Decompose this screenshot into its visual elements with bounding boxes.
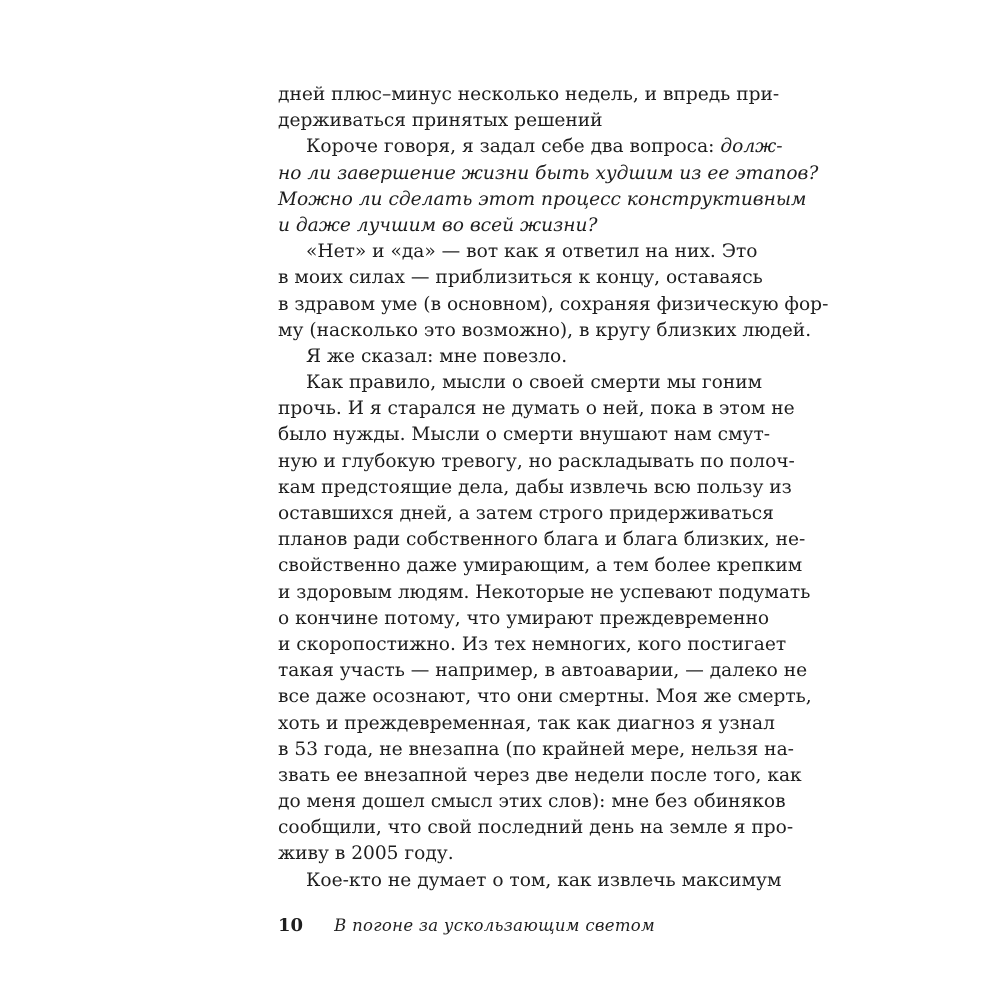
text-line: Я же сказал: мне повезло. (306, 345, 568, 367)
text-line-italic: Можно ли сделать этот процесс конструктивным (278, 188, 807, 210)
text-line: сообщили, что свой последний день на земле я про- (278, 817, 794, 839)
text-line: му (насколько это возможно), в кругу близких людей. (278, 319, 812, 341)
text-line: в 53 года, не внезапна (по крайней мере, нельзя на- (278, 738, 794, 760)
italic-fragment: долж- (720, 136, 783, 158)
text-line: держиваться принятых решений (278, 110, 603, 132)
text-line-italic: но ли завершение жизни быть худшим из ее этапов? (278, 162, 819, 184)
text-line: кам предстоящие дела, дабы извлечь всю пользу из (278, 476, 792, 498)
text-line: «Нет» и «да» — вот как я ответил на них. Это (306, 241, 758, 263)
text-line: и здоровым людям. Некоторые не успевают подумать (278, 581, 811, 603)
body-text (278, 82, 829, 894)
page-footer (278, 915, 748, 936)
text-line: планов ради собственного блага и блага близких, не- (278, 529, 806, 551)
running-title: В погоне за ускользающим светом (334, 916, 656, 935)
text-line: оставшихся дней, а затем строго придерживаться (278, 503, 774, 524)
text-line: такая участь — например, в автоаварии, — далеко не (278, 660, 808, 682)
text-line: и скоропостижно. Из тех немногих, кого постигает (278, 633, 787, 655)
text-line: до меня дошел смысл этих слов): мне без обиняков (278, 791, 786, 813)
text-line: живу в 2005 году. (278, 843, 454, 865)
text-line: звать ее внезапной через две недели после того, как (278, 764, 802, 786)
text-line: дней плюс–минус несколько недель, и впредь при- (278, 84, 780, 105)
text-line: Как правило, мысли о своей смерти мы гоним (306, 372, 763, 394)
page-number: 10 (278, 915, 304, 936)
text-line: все даже осознают, что они смертны. Моя же смерть, (278, 686, 812, 708)
text-line: о кончине потому, что умирают преждевременно (278, 607, 770, 629)
text-line: свойственно даже умирающим, а тем более крепким (278, 555, 803, 577)
text-line: было нужды. Мысли о смерти внушают нам смут- (278, 424, 771, 446)
text-line: в моих силах — приблизиться к концу, оставаясь (278, 267, 763, 289)
text-line: хоть и преждевременная, так как диагноз я узнал (278, 712, 775, 734)
text-fragment: Короче говоря, я задал себе два вопроса: (306, 136, 715, 158)
text-line: Кое-кто не думает о том, как извлечь максимум (306, 869, 782, 891)
text-line: прочь. И я старался не думать о ней, пока в этом не (278, 398, 795, 420)
text-line (278, 134, 783, 160)
text-line: ную и глубокую тревогу, но раскладывать по полоч- (278, 450, 795, 472)
text-line: в здравом уме (в основном), сохраняя физическую фор- (278, 293, 829, 315)
text-line-italic: и даже лучшим во всей жизни? (278, 214, 598, 236)
